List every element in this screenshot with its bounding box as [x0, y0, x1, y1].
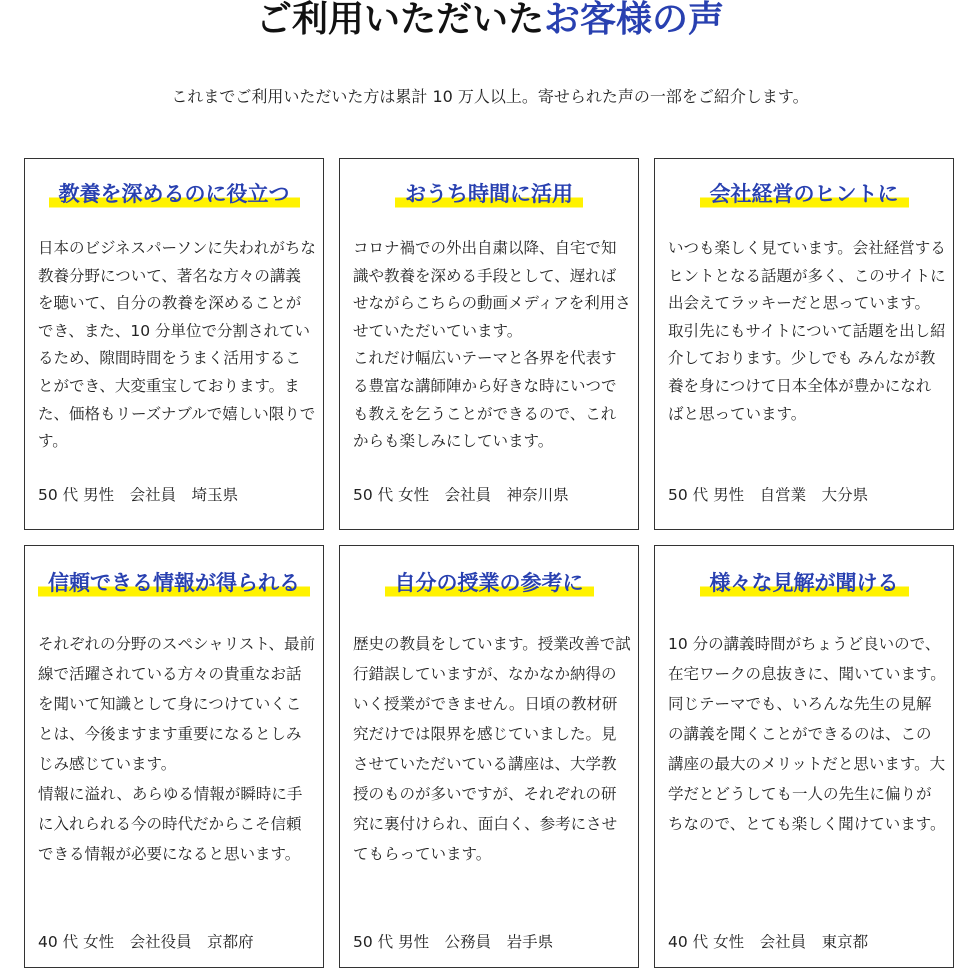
testimonial-author: 50 代 男性 自営業 大分県: [668, 486, 869, 504]
testimonial-card: [339, 158, 639, 530]
testimonial-title-text: 様々な見解が聞ける: [700, 568, 909, 598]
testimonial-title-text: 自分の授業の参考に: [385, 568, 594, 598]
testimonial-title-text: 会社経営のヒントに: [700, 179, 909, 209]
testimonial-body: コロナ禍での外出自粛以降、自宅で知識や教養を深める手段として、遅ればせながらこちらの動画メディアを利用させていただいています。 これだけ幅広いテーマと各界を代表する豊富な講師陣から好きな時にいつでも教えを乞うことができるので、これからも楽しみにしています。: [353, 239, 631, 451]
page-title-prefix: ご利用いただいた: [255, 0, 544, 40]
testimonial-title: [655, 568, 953, 598]
testimonial-body: いつも楽しく見ています。会社経営するヒントとなる話題が多く、このサイトに出会えてラッキーだと思っています。 取引先にもサイトについて話題を出し紹介しております。少しでも みんなが教養を身につけて日本全体が豊かになればと思っています。: [668, 239, 946, 423]
testimonial-author: 40 代 女性 会社役員 京都府: [38, 933, 254, 951]
page-title-accent: お客様の声: [544, 0, 725, 40]
testimonial-body: 日本のビジネスパーソンに失われがちな教養分野について、著名な方々の講義を聴いて、自分の教養を深めることができ、また、10 分単位で分割されているため、隙間時間をうまく活用することができ、大変重宝しております。また、価格もリーズナブルで嬉しい限りです。: [38, 239, 316, 451]
testimonial-author: 50 代 男性 会社員 埼玉県: [38, 486, 239, 504]
testimonial-author: 50 代 男性 公務員 岩手県: [353, 933, 554, 951]
testimonial-title: [340, 568, 638, 598]
testimonial-title: [655, 179, 953, 209]
testimonial-title: [340, 179, 638, 209]
testimonial-body: 歴史の教員をしています。授業改善で試行錯誤していますが、なかなか納得のいく授業ができません。日頃の教材研究だけでは限界を感じていました。見させていただいている講座は、大学教授のものが多いですが、それぞれの研究に裏付けられ、面白く、参考にさせてもらっています。: [353, 635, 631, 863]
testimonial-title: [25, 179, 323, 209]
testimonial-author: 40 代 女性 会社員 東京都: [668, 933, 869, 951]
testimonial-title: [25, 568, 323, 598]
page-title: [0, 0, 980, 44]
testimonial-author: 50 代 女性 会社員 神奈川県: [353, 486, 569, 504]
testimonial-card: [24, 545, 324, 968]
testimonial-card: [24, 158, 324, 530]
testimonial-title-text: おうち時間に活用: [395, 179, 583, 209]
intro-text: これまでご利用いただいた方は累計 10 万人以上。寄せられた声の一部をご紹介します。: [171, 87, 809, 106]
testimonial-title-text: 信頼できる情報が得られる: [38, 568, 310, 598]
testimonial-title-text: 教養を深めるのに役立つ: [49, 179, 300, 209]
testimonial-body: 10 分の講義時間がちょうど良いので、在宅ワークの息抜きに、聞いています。同じテーマでも、いろんな先生の見解の講義を聞くことができるのは、この講座の最大のメリットだと思います。大学だとどうしても一人の先生に偏りがちなので、とても楽しく聞けています。: [668, 635, 946, 833]
testimonial-card: [654, 545, 954, 968]
testimonial-body: それぞれの分野のスペシャリスト、最前線で活躍されている方々の貴重なお話を聞いて知識として身につけていくことは、今後ますます重要になるとしみじみ感じています。 情報に溢れ、あらゆる情報が瞬時に手に入れられる今の時代だからこそ信頼できる情報が必要になると思います。: [38, 635, 315, 863]
testimonial-card: [339, 545, 639, 968]
testimonial-card: [654, 158, 954, 530]
